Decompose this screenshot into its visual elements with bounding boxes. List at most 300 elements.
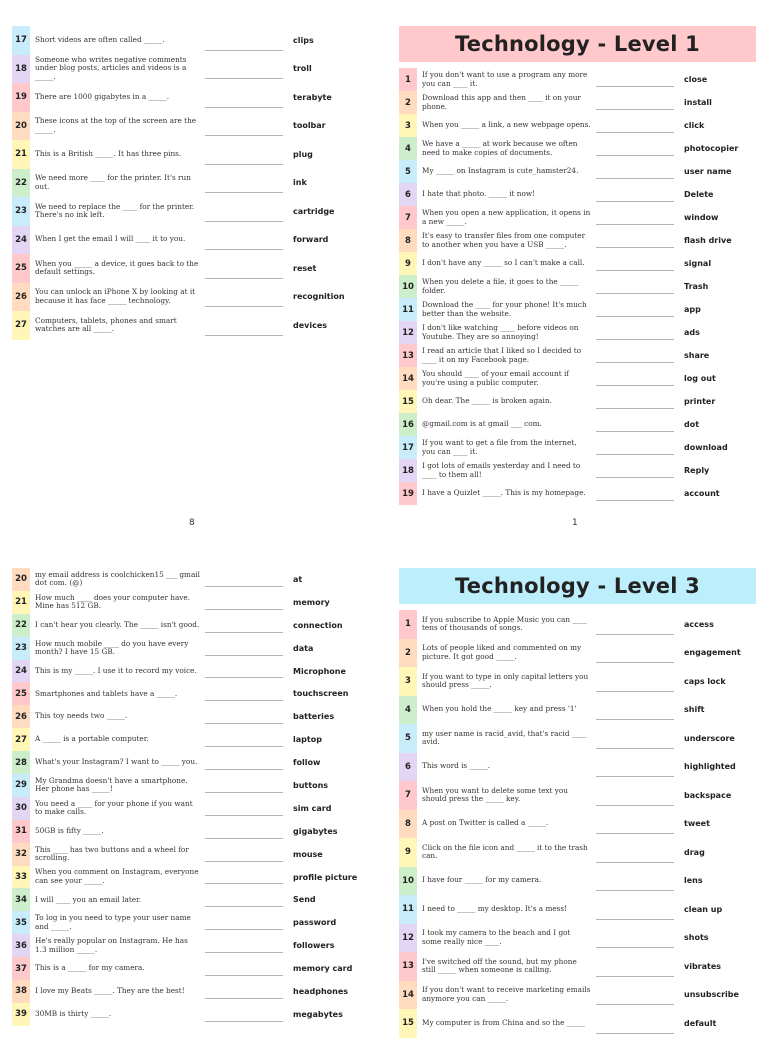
answer-blank-line <box>592 781 678 810</box>
question-number: 19 <box>12 83 30 112</box>
question-row <box>12 226 382 255</box>
question-row <box>12 843 382 866</box>
answer-word: shift <box>684 705 705 715</box>
answer-word: buttons <box>293 780 329 790</box>
question-text: Click on the file icon and _____ it to the trash can. <box>422 842 588 861</box>
question-number: 13 <box>399 344 417 367</box>
question-row <box>12 568 382 591</box>
question-number: 13 <box>399 952 417 981</box>
question-row <box>12 140 382 169</box>
question-text: I love my Beats _____. They are the best! <box>35 986 185 996</box>
question-number: 8 <box>399 810 417 839</box>
answer-word: plug <box>293 149 313 159</box>
answer-blank-line <box>201 55 287 84</box>
answer-blank-line <box>592 838 678 867</box>
question-number: 17 <box>399 436 417 459</box>
question-text: These icons at the top of the screen are the _____. <box>35 116 197 134</box>
question-text: We have a _____ at work because we often need to make copies of documents. <box>422 138 578 157</box>
answer-blank-line <box>201 1003 287 1026</box>
answer-blank-line <box>592 639 678 668</box>
question-text: When you _____ a device, it goes back to the default settings. <box>35 258 199 277</box>
question-text: A post on Twitter is called a _____. <box>422 818 549 828</box>
question-text: A _____ is a portable computer. <box>35 734 149 744</box>
question-number: 19 <box>399 482 417 505</box>
answer-blank-line <box>201 197 287 226</box>
question-row <box>399 781 756 810</box>
answer-word: memory <box>293 597 330 607</box>
answer-word: ink <box>293 178 307 188</box>
question-number: 34 <box>12 888 30 911</box>
question-number: 12 <box>399 924 417 953</box>
question-text: I got lots of emails yesterday and I need to ____ to them all! <box>422 460 581 479</box>
answer-word: photocopier <box>684 144 739 153</box>
question-row <box>399 390 756 413</box>
question-row <box>12 774 382 797</box>
question-row <box>399 667 756 696</box>
question-row <box>399 137 756 160</box>
question-number: 6 <box>399 753 417 782</box>
question-number: 23 <box>12 637 30 660</box>
question-row <box>12 934 382 957</box>
answer-blank-line <box>201 169 287 198</box>
question-number: 1 <box>399 68 417 91</box>
question-row <box>12 911 382 934</box>
question-text: What's your Instagram? I want to _____ you. <box>35 757 198 767</box>
question-row <box>399 753 756 782</box>
question-row <box>12 311 382 340</box>
answer-word: tweet <box>684 819 710 829</box>
question-text: When you delete a file, it goes to the _____ folder. <box>422 276 579 295</box>
answer-word: app <box>684 305 701 314</box>
question-text: I need to _____ my desktop. It's a mess! <box>422 903 568 913</box>
question-number: 17 <box>12 26 30 55</box>
question-text: This word is _____. <box>422 761 491 771</box>
answer-blank-line <box>201 637 287 660</box>
answer-word: at <box>293 574 303 584</box>
question-text: This is my _____. I use it to record my voice. <box>35 665 197 675</box>
question-text: I have four _____ for my camera. <box>422 875 542 885</box>
question-number: 11 <box>399 895 417 924</box>
answer-word: Microphone <box>293 666 346 676</box>
question-text: 30MB is thirty _____. <box>35 1009 112 1019</box>
question-number: 5 <box>399 724 417 753</box>
answer-blank-line <box>592 137 678 160</box>
answer-word: vibrates <box>684 961 722 971</box>
question-row <box>12 820 382 843</box>
question-row <box>399 724 756 753</box>
question-row <box>12 637 382 660</box>
question-text: How much mobile ____ do you have every month? I have 15 GB. <box>35 638 189 657</box>
answer-word: access <box>684 619 714 629</box>
question-text: Short videos are often called _____. <box>35 34 165 44</box>
answer-blank-line <box>592 867 678 896</box>
answer-blank-line <box>592 229 678 252</box>
question-number: 22 <box>12 169 30 198</box>
answer-blank-line <box>201 797 287 820</box>
question-number: 2 <box>399 91 417 114</box>
question-row <box>12 980 382 1003</box>
question-number: 25 <box>12 682 30 705</box>
answer-word: user name <box>684 167 732 176</box>
question-text: It's easy to transfer files from one computer to another when you have a USB _____. <box>422 230 586 249</box>
question-row <box>399 981 756 1010</box>
answer-word: mouse <box>293 849 323 859</box>
question-number: 15 <box>399 1009 417 1038</box>
answer-word: toolbar <box>293 121 326 131</box>
question-text: If you want to type in only capital letters you should press _____. <box>422 671 589 690</box>
question-text: If you don't want to receive marketing emails anymore you can _____. <box>422 985 591 1003</box>
question-row <box>12 866 382 889</box>
answer-blank-line <box>592 667 678 696</box>
answer-word: close <box>684 75 708 84</box>
answer-blank-line <box>592 275 678 298</box>
question-row <box>399 183 756 206</box>
question-text: I don't like watching ____ before videos on Youtube. They are so annoying! <box>422 322 579 341</box>
answer-word: follow <box>293 758 321 768</box>
page-number: 1 <box>572 518 578 528</box>
question-number: 30 <box>12 797 30 820</box>
answer-blank-line <box>592 981 678 1010</box>
answer-blank-line <box>592 321 678 344</box>
question-number: 20 <box>12 112 30 141</box>
question-number: 27 <box>12 311 30 340</box>
answer-blank-line <box>201 751 287 774</box>
question-number: 32 <box>12 843 30 866</box>
question-row <box>399 952 756 981</box>
question-text: @gmail.com is at gmail ___ com. <box>422 419 542 429</box>
question-row <box>399 252 756 275</box>
answer-blank-line <box>201 311 287 340</box>
question-number: 18 <box>399 459 417 482</box>
question-number: 36 <box>12 934 30 957</box>
answer-word: recognition <box>293 292 345 302</box>
answer-word: sim card <box>293 803 332 813</box>
answer-blank-line <box>201 705 287 728</box>
question-text: When you comment on Instagram, everyone can see your _____. <box>35 867 199 886</box>
question-text: This toy needs two _____. <box>35 711 128 721</box>
question-text: I don't have any _____ so I can't make a call. <box>422 258 585 268</box>
question-text: Lots of people liked and commented on my picture. It got good _____. <box>422 643 582 661</box>
answer-blank-line <box>592 952 678 981</box>
question-number: 1 <box>399 610 417 639</box>
question-text: He's really popular on Instagram. He has 1.3 million _____. <box>35 936 188 954</box>
question-row <box>12 888 382 911</box>
answer-blank-line <box>201 140 287 169</box>
question-row <box>12 705 382 728</box>
answer-word: memory card <box>293 964 353 974</box>
question-row <box>399 810 756 839</box>
question-number: 24 <box>12 660 30 683</box>
answer-blank-line <box>201 957 287 980</box>
answer-word: laptop <box>293 735 322 745</box>
answer-word: install <box>684 98 712 107</box>
question-row <box>12 957 382 980</box>
question-text: If you subscribe to Apple Music you can ____ tens of thousands of songs. <box>422 614 587 633</box>
answer-word: Reply <box>684 466 710 475</box>
answer-word: headphones <box>293 986 349 996</box>
question-row <box>399 482 756 505</box>
question-list <box>399 610 756 1038</box>
answer-blank-line <box>592 183 678 206</box>
question-number: 27 <box>12 728 30 751</box>
question-number: 25 <box>12 254 30 283</box>
answer-blank-line <box>201 866 287 889</box>
question-row <box>399 206 756 229</box>
answer-word: touchscreen <box>293 689 349 699</box>
answer-blank-line <box>592 924 678 953</box>
question-row <box>12 112 382 141</box>
answer-word: flash drive <box>684 236 732 245</box>
question-number: 3 <box>399 667 417 696</box>
answer-blank-line <box>201 112 287 141</box>
question-number: 15 <box>399 390 417 413</box>
answer-word: click <box>684 121 705 130</box>
answer-word: default <box>684 1018 717 1028</box>
question-number: 9 <box>399 252 417 275</box>
question-row <box>399 895 756 924</box>
question-number: 33 <box>12 866 30 889</box>
question-row <box>399 160 756 183</box>
question-text: If you want to get a file from the internet, you can ____ it. <box>422 437 577 456</box>
question-row <box>399 838 756 867</box>
answer-blank-line <box>201 911 287 934</box>
question-text: My Grandma doesn't have a smartphone. Her phone has _____! <box>35 775 188 794</box>
question-text: 50GB is fifty _____. <box>35 825 104 835</box>
answer-blank-line <box>201 254 287 283</box>
answer-word: password <box>293 918 337 928</box>
question-row <box>399 68 756 91</box>
question-number: 8 <box>399 229 417 252</box>
answer-word: forward <box>293 235 329 245</box>
answer-blank-line <box>201 820 287 843</box>
question-number: 31 <box>12 820 30 843</box>
answer-word: troll <box>293 64 312 74</box>
question-text: This ____ has two buttons and a wheel for scrolling. <box>35 844 189 863</box>
answer-word: dot <box>684 420 700 429</box>
answer-word: download <box>684 443 728 452</box>
question-row <box>399 436 756 459</box>
answer-blank-line <box>201 614 287 637</box>
question-text: When you want to delete some text you should press the _____ key. <box>422 785 569 804</box>
question-row <box>399 91 756 114</box>
question-text: This is a British _____. It has three pins. <box>35 148 182 158</box>
page-title: Technology - Level 3 <box>399 568 756 604</box>
level-3-panel <box>399 568 756 1038</box>
question-number: 28 <box>12 751 30 774</box>
answer-blank-line <box>592 367 678 390</box>
answer-blank-line <box>592 810 678 839</box>
answer-blank-line <box>201 568 287 591</box>
question-number: 23 <box>12 197 30 226</box>
answer-word: highlighted <box>684 762 736 772</box>
answer-word: printer <box>684 397 716 406</box>
question-row <box>12 751 382 774</box>
answer-blank-line <box>592 206 678 229</box>
question-text: You should ____ of your email account if you're using a public computer. <box>422 368 569 387</box>
question-row <box>399 413 756 436</box>
question-text: There are 1000 gigabytes in a _____. <box>35 91 170 101</box>
question-number: 21 <box>12 591 30 614</box>
answer-word: window <box>684 213 719 222</box>
question-number: 18 <box>12 55 30 84</box>
question-text: This is a _____ for my camera. <box>35 963 145 973</box>
answer-word: terabyte <box>293 92 332 102</box>
question-number: 16 <box>399 413 417 436</box>
question-row <box>12 254 382 283</box>
question-row <box>12 169 382 198</box>
answer-blank-line <box>592 413 678 436</box>
question-number: 37 <box>12 957 30 980</box>
question-text: Download the ____ for your phone! It's much better than the website. <box>422 299 587 318</box>
answer-word: signal <box>684 259 712 268</box>
question-row <box>399 298 756 321</box>
question-number: 35 <box>12 911 30 934</box>
question-text: When you hold the _____ key and press '1' <box>422 704 577 714</box>
question-number: 20 <box>12 568 30 591</box>
answer-word: gigabytes <box>293 826 338 836</box>
answer-word: followers <box>293 941 335 951</box>
answer-blank-line <box>201 83 287 112</box>
question-row <box>12 26 382 55</box>
answer-blank-line <box>201 980 287 1003</box>
answer-word: Send <box>293 895 316 905</box>
question-text: When you open a new application, it opens in a new _____. <box>422 207 591 226</box>
question-number: 5 <box>399 160 417 183</box>
question-row <box>399 639 756 668</box>
question-number: 12 <box>399 321 417 344</box>
question-text: If you don't want to use a program any more you can ____ it. <box>422 69 588 88</box>
question-number: 14 <box>399 367 417 390</box>
question-list <box>12 26 382 340</box>
question-text: My computer is from China and so the _____ <box>422 1017 585 1027</box>
answer-blank-line <box>201 26 287 55</box>
question-row <box>399 924 756 953</box>
answer-word: batteries <box>293 712 335 722</box>
question-text: Download this app and then ____ it on your phone. <box>422 92 581 111</box>
question-number: 26 <box>12 283 30 312</box>
answer-blank-line <box>201 843 287 866</box>
question-row <box>399 229 756 252</box>
question-row <box>12 1003 382 1026</box>
answer-blank-line <box>201 682 287 705</box>
answer-blank-line <box>592 68 678 91</box>
question-number: 10 <box>399 867 417 896</box>
question-row <box>12 728 382 751</box>
answer-blank-line <box>592 1009 678 1038</box>
question-row <box>12 55 382 84</box>
question-row <box>12 660 382 683</box>
question-row <box>399 321 756 344</box>
answer-word: underscore <box>684 733 735 743</box>
question-text: Smartphones and tablets have a _____. <box>35 688 178 698</box>
question-text: I've switched off the sound, but my phone still _____ when someone is calling. <box>422 956 577 975</box>
answer-blank-line <box>592 753 678 782</box>
answer-blank-line <box>201 660 287 683</box>
question-text: How much ____ does your computer have. Mine has 512 GB. <box>35 592 191 611</box>
question-text: Computers, tablets, phones and smart watches are all _____. <box>35 315 177 334</box>
question-number: 22 <box>12 614 30 637</box>
question-number: 39 <box>12 1003 30 1026</box>
question-text: I can't hear you clearly. The _____ isn't good. <box>35 619 200 629</box>
answer-blank-line <box>592 482 678 505</box>
question-text: my user name is racid_avid, that's racid ____ avid. <box>422 728 587 747</box>
answer-word: megabytes <box>293 1009 343 1019</box>
question-row <box>12 197 382 226</box>
answer-word: Delete <box>684 190 714 199</box>
answer-blank-line <box>201 226 287 255</box>
question-row <box>12 614 382 637</box>
answer-word: drag <box>684 847 705 857</box>
answer-word: devices <box>293 320 328 330</box>
question-text: I took my camera to the beach and I got some really nice ____. <box>422 928 571 946</box>
question-row <box>12 682 382 705</box>
answer-word: log out <box>684 374 716 383</box>
question-number: 4 <box>399 137 417 160</box>
answer-blank-line <box>201 283 287 312</box>
answer-blank-line <box>592 91 678 114</box>
question-number: 26 <box>12 705 30 728</box>
answer-word: cartridge <box>293 206 335 216</box>
question-text: my email address is coolchicken15 ___ gmail dot com. (@) <box>35 569 200 588</box>
question-row <box>399 344 756 367</box>
question-row <box>399 1009 756 1038</box>
question-number: 9 <box>399 838 417 867</box>
answer-blank-line <box>592 344 678 367</box>
answer-word: unsubscribe <box>684 990 739 1000</box>
answer-word: profile picture <box>293 872 358 882</box>
answer-word: backspace <box>684 790 732 800</box>
answer-blank-line <box>592 610 678 639</box>
answer-word: caps lock <box>684 676 726 686</box>
answer-word: share <box>684 351 710 360</box>
answer-word: Trash <box>684 282 709 291</box>
question-number: 6 <box>399 183 417 206</box>
answer-word: clean up <box>684 904 723 914</box>
answer-word: ads <box>684 328 700 337</box>
question-row <box>399 459 756 482</box>
answer-blank-line <box>592 298 678 321</box>
question-row <box>12 591 382 614</box>
question-number: 7 <box>399 206 417 229</box>
question-list <box>399 68 756 505</box>
answer-blank-line <box>592 252 678 275</box>
question-text: You can unlock an iPhone X by looking at it because it has face _____ technology. <box>35 287 196 305</box>
question-list <box>12 568 382 1026</box>
question-row <box>399 275 756 298</box>
answer-blank-line <box>201 934 287 957</box>
answer-blank-line <box>592 696 678 725</box>
answer-blank-line <box>592 160 678 183</box>
question-number: 11 <box>399 298 417 321</box>
question-row <box>399 114 756 137</box>
answer-word: account <box>684 489 720 498</box>
question-text: You need a ____ for your phone if you want to make calls. <box>35 798 193 817</box>
answer-word: shots <box>684 933 709 943</box>
question-text: I have a Quizlet _____. This is my homepage. <box>422 488 586 498</box>
answer-blank-line <box>201 728 287 751</box>
question-number: 24 <box>12 226 30 255</box>
question-number: 21 <box>12 140 30 169</box>
page-title: Technology - Level 1 <box>399 26 756 62</box>
question-row <box>399 696 756 725</box>
answer-blank-line <box>592 724 678 753</box>
answer-blank-line <box>592 895 678 924</box>
question-row <box>399 867 756 896</box>
page-continuation-panel <box>12 568 382 1026</box>
answer-blank-line <box>592 436 678 459</box>
question-text: I hate that photo. _____ it now! <box>422 189 536 199</box>
answer-word: connection <box>293 620 343 630</box>
